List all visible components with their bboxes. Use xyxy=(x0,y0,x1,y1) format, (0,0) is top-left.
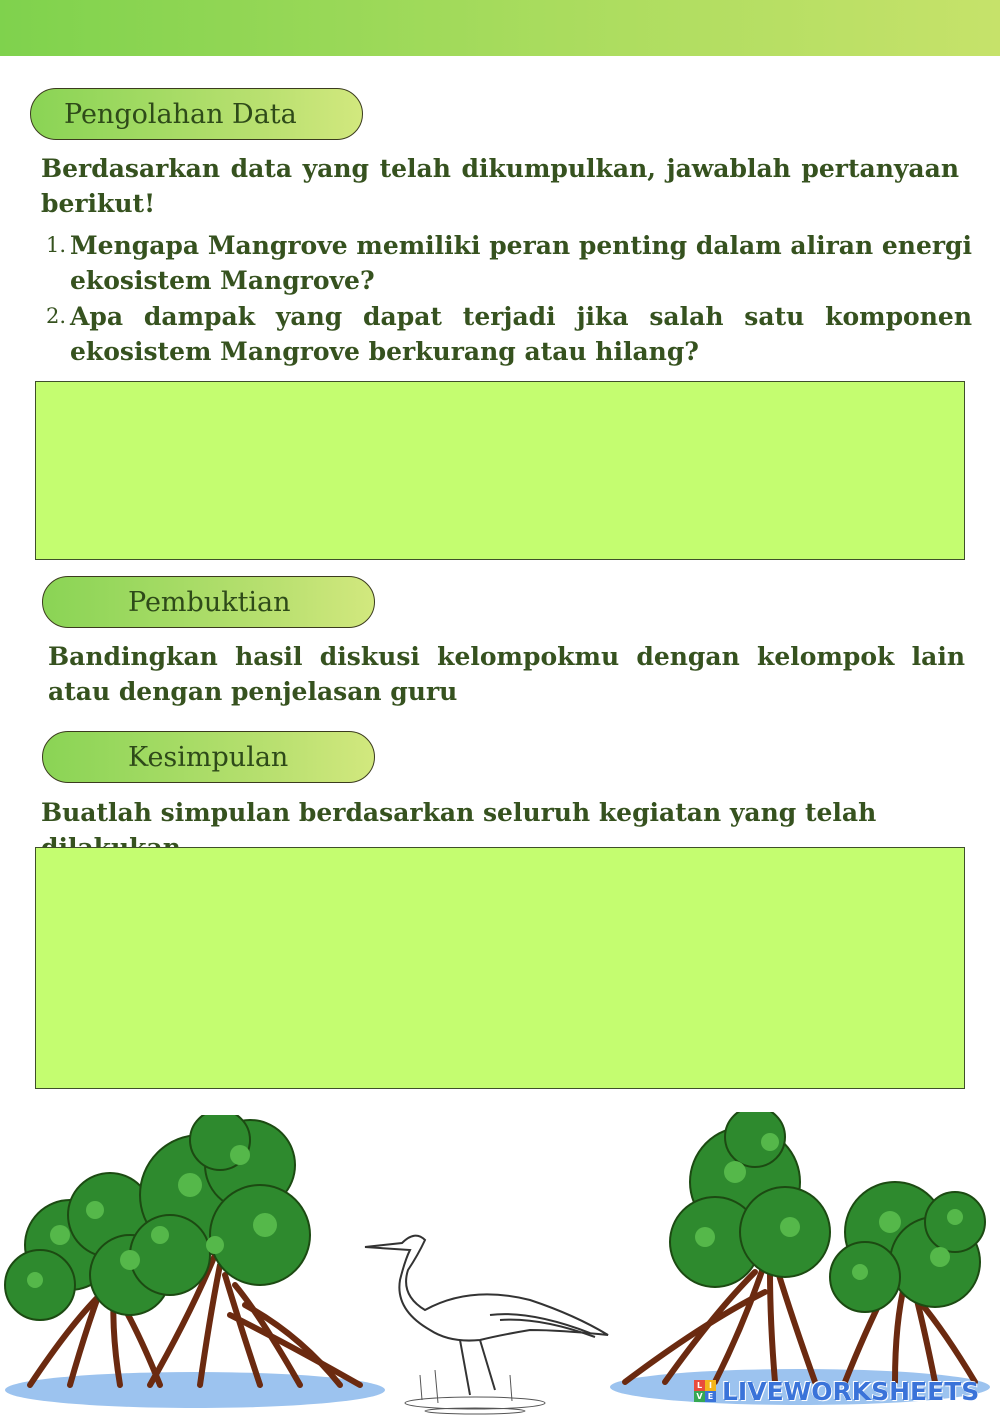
liveworksheets-brand xyxy=(694,1374,979,1408)
kesimpulan-text: Buatlah simpulan berdasarkan seluruh kegiatan yang telah xyxy=(41,798,877,827)
pengolahan-intro: Berdasarkan data yang telah dikumpulkan, jawablah pertanyaan berikut! xyxy=(41,154,959,218)
answer-box-kesimpulan[interactable] xyxy=(35,847,965,1089)
logo-letter: I xyxy=(705,1380,716,1391)
logo-letter: V xyxy=(694,1391,705,1402)
header-band xyxy=(0,0,1000,56)
section-title-text: Pengolahan Data xyxy=(64,98,297,130)
question-list xyxy=(40,228,972,370)
question-item xyxy=(40,299,972,369)
section-title-text: Pembuktian xyxy=(128,586,291,618)
question-number: 1. xyxy=(46,233,67,257)
question-number: 2. xyxy=(46,304,67,328)
answer-box-pengolahan[interactable] xyxy=(35,381,965,560)
mangrove-left-illustration xyxy=(0,1115,395,1415)
question-text: Mengapa Mangrove memiliki peran penting dalam aliran energi ekosistem Mangrove? xyxy=(70,231,972,295)
egret-illustration xyxy=(360,1225,615,1415)
pembuktian-text: Bandingkan hasil diskusi kelompokmu dengan kelompok lain atau dengan penjelasan guru xyxy=(48,642,965,706)
section-title-pembuktian xyxy=(42,576,375,628)
section-title-kesimpulan xyxy=(42,731,375,783)
brand-name: LIVEWORKSHEETS xyxy=(722,1376,980,1406)
mangrove-right-illustration xyxy=(605,1112,1000,1414)
section-title-text: Kesimpulan xyxy=(128,741,289,773)
logo-letter: E xyxy=(705,1391,716,1402)
liveworksheets-logo-icon xyxy=(694,1380,716,1402)
logo-letter: L xyxy=(694,1380,705,1391)
question-text: Apa dampak yang dapat terjadi jika salah satu komponen ekosistem Mangrove berkurang atau hilang? xyxy=(70,302,972,366)
section-title-pengolahan-data xyxy=(30,88,363,140)
question-item xyxy=(40,228,972,298)
